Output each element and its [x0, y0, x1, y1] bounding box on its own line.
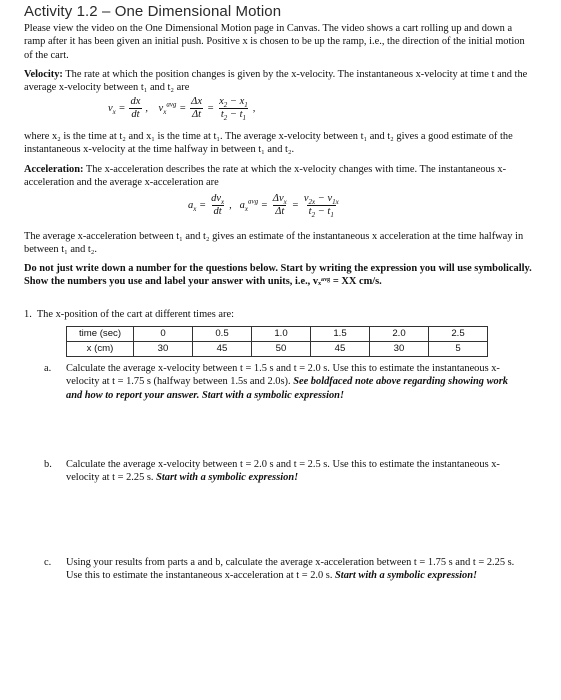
table-cell: 5	[429, 342, 488, 357]
table-header-time: time (sec)	[67, 327, 134, 342]
table-cell: 0	[134, 327, 193, 342]
table-cell: 1.0	[252, 327, 311, 342]
table-cell: 30	[370, 342, 429, 357]
table-row	[67, 327, 488, 342]
table-cell: 45	[311, 342, 370, 357]
part-c-emphasis: Start with a symbolic expression!	[335, 570, 478, 582]
velocity-after-text: where x₂ is the time at t₂ and x₁ is the time at t₁. The average x-velocity between t₁ and t₂ gives a good estimate of the instantaneous x-velocity at the time halfway in between t₁ and t₂.	[24, 131, 513, 156]
acceleration-text: The x-acceleration describes the rate at which the x-velocity changes with time. The instantaneous x-acceleration and the average x-acceleration are	[24, 164, 507, 189]
table-cell: 50	[252, 342, 311, 357]
part-a-emphasis: See boldfaced note above regarding showing work and how to report your answer. Start with a symbolic expression!	[66, 376, 508, 401]
question-1-number: 1.	[24, 309, 32, 320]
table-cell: 2.0	[370, 327, 429, 342]
velocity-equations: $v_x$ = $\frac{dx}{dt}$ , $v_x^{avg}$ = $\frac{\Delta x}{\Delta t}$ = $\frac{x_2 - x_1}{t_2 - t_1}$ ,	[108, 96, 256, 122]
part-c-text: Using your results from parts a and b, calculate the average x-acceleration between t = 1.75 s and t = 2.25 s. Use this to estimate the instantaneous x-acceleration at t = 2.0 s.	[66, 557, 515, 582]
question-part-a	[44, 362, 526, 402]
table-row	[67, 342, 488, 357]
velocity-paragraph	[24, 68, 534, 95]
table-cell: 1.5	[311, 327, 370, 342]
part-a-text: Calculate the average x-velocity between t = 1.5 s and t = 2.0 s. Use this to estimate the instantaneous x-velocity at t = 1.75 s (halfway between 1.5s and 2.0s).	[66, 363, 500, 388]
part-b-label: b.	[44, 459, 52, 470]
acceleration-heading: Acceleration:	[24, 164, 84, 175]
table-cell: 2.5	[429, 327, 488, 342]
velocity-heading: Velocity:	[24, 69, 63, 80]
intro-paragraph: Please view the video on the One Dimensional Motion page in Canvas. The video shows a cart rolling up and down a ramp after it has been given an initial push. Positive x is chosen to be up the ramp, i.e., the direction of the initial motion of the cart.	[24, 23, 525, 61]
velocity-text: The rate at which the position changes is given by the x-velocity. The instantaneous x-velocity at time t and the average x-velocity between t₁ and t₂ are	[24, 69, 528, 94]
table-header-position: x (cm)	[67, 342, 134, 357]
table-cell: 45	[193, 342, 252, 357]
question-part-b	[44, 458, 526, 485]
part-b-emphasis: Start with a symbolic expression!	[156, 472, 299, 484]
acceleration-paragraph	[24, 163, 534, 190]
part-c-label: c.	[44, 557, 52, 568]
part-b-text: Calculate the average x-velocity between t = 2.0 s and t = 2.5 s. Use this to estimate the instantaneous x-velocity at t = 2.25 s.	[66, 459, 500, 484]
question-part-c	[44, 556, 526, 583]
acceleration-equations: $a_x$ = $\frac{dv_x}{dt}$ , $a_x^{avg}$ = $\frac{\Delta v_x}{\Delta t}$ = $\frac{v_{2x} - v_{1x}}{t_2 - t_1}$	[188, 193, 339, 219]
question-1	[24, 308, 534, 321]
acceleration-after-text: The average x-acceleration between t₁ and t₂ gives an estimate of the instantaneous x acceleration at the time halfway in between t₁ and t₂.	[24, 231, 524, 256]
table-cell: 30	[134, 342, 193, 357]
instructions-note: Do not just write down a number for the questions below. Start by writing the expression you will use symbolically. Show the numbers you use and label your answer with units, i.e., vₓᵃᵛᵍ = XX cm/s.	[24, 263, 532, 288]
table-cell: 0.5	[193, 327, 252, 342]
question-1-text: The x-position of the cart at different times are:	[36, 309, 234, 320]
position-table	[66, 326, 488, 357]
page-title: Activity 1.2 – One Dimensional Motion	[24, 3, 282, 20]
part-a-label: a.	[44, 363, 52, 374]
